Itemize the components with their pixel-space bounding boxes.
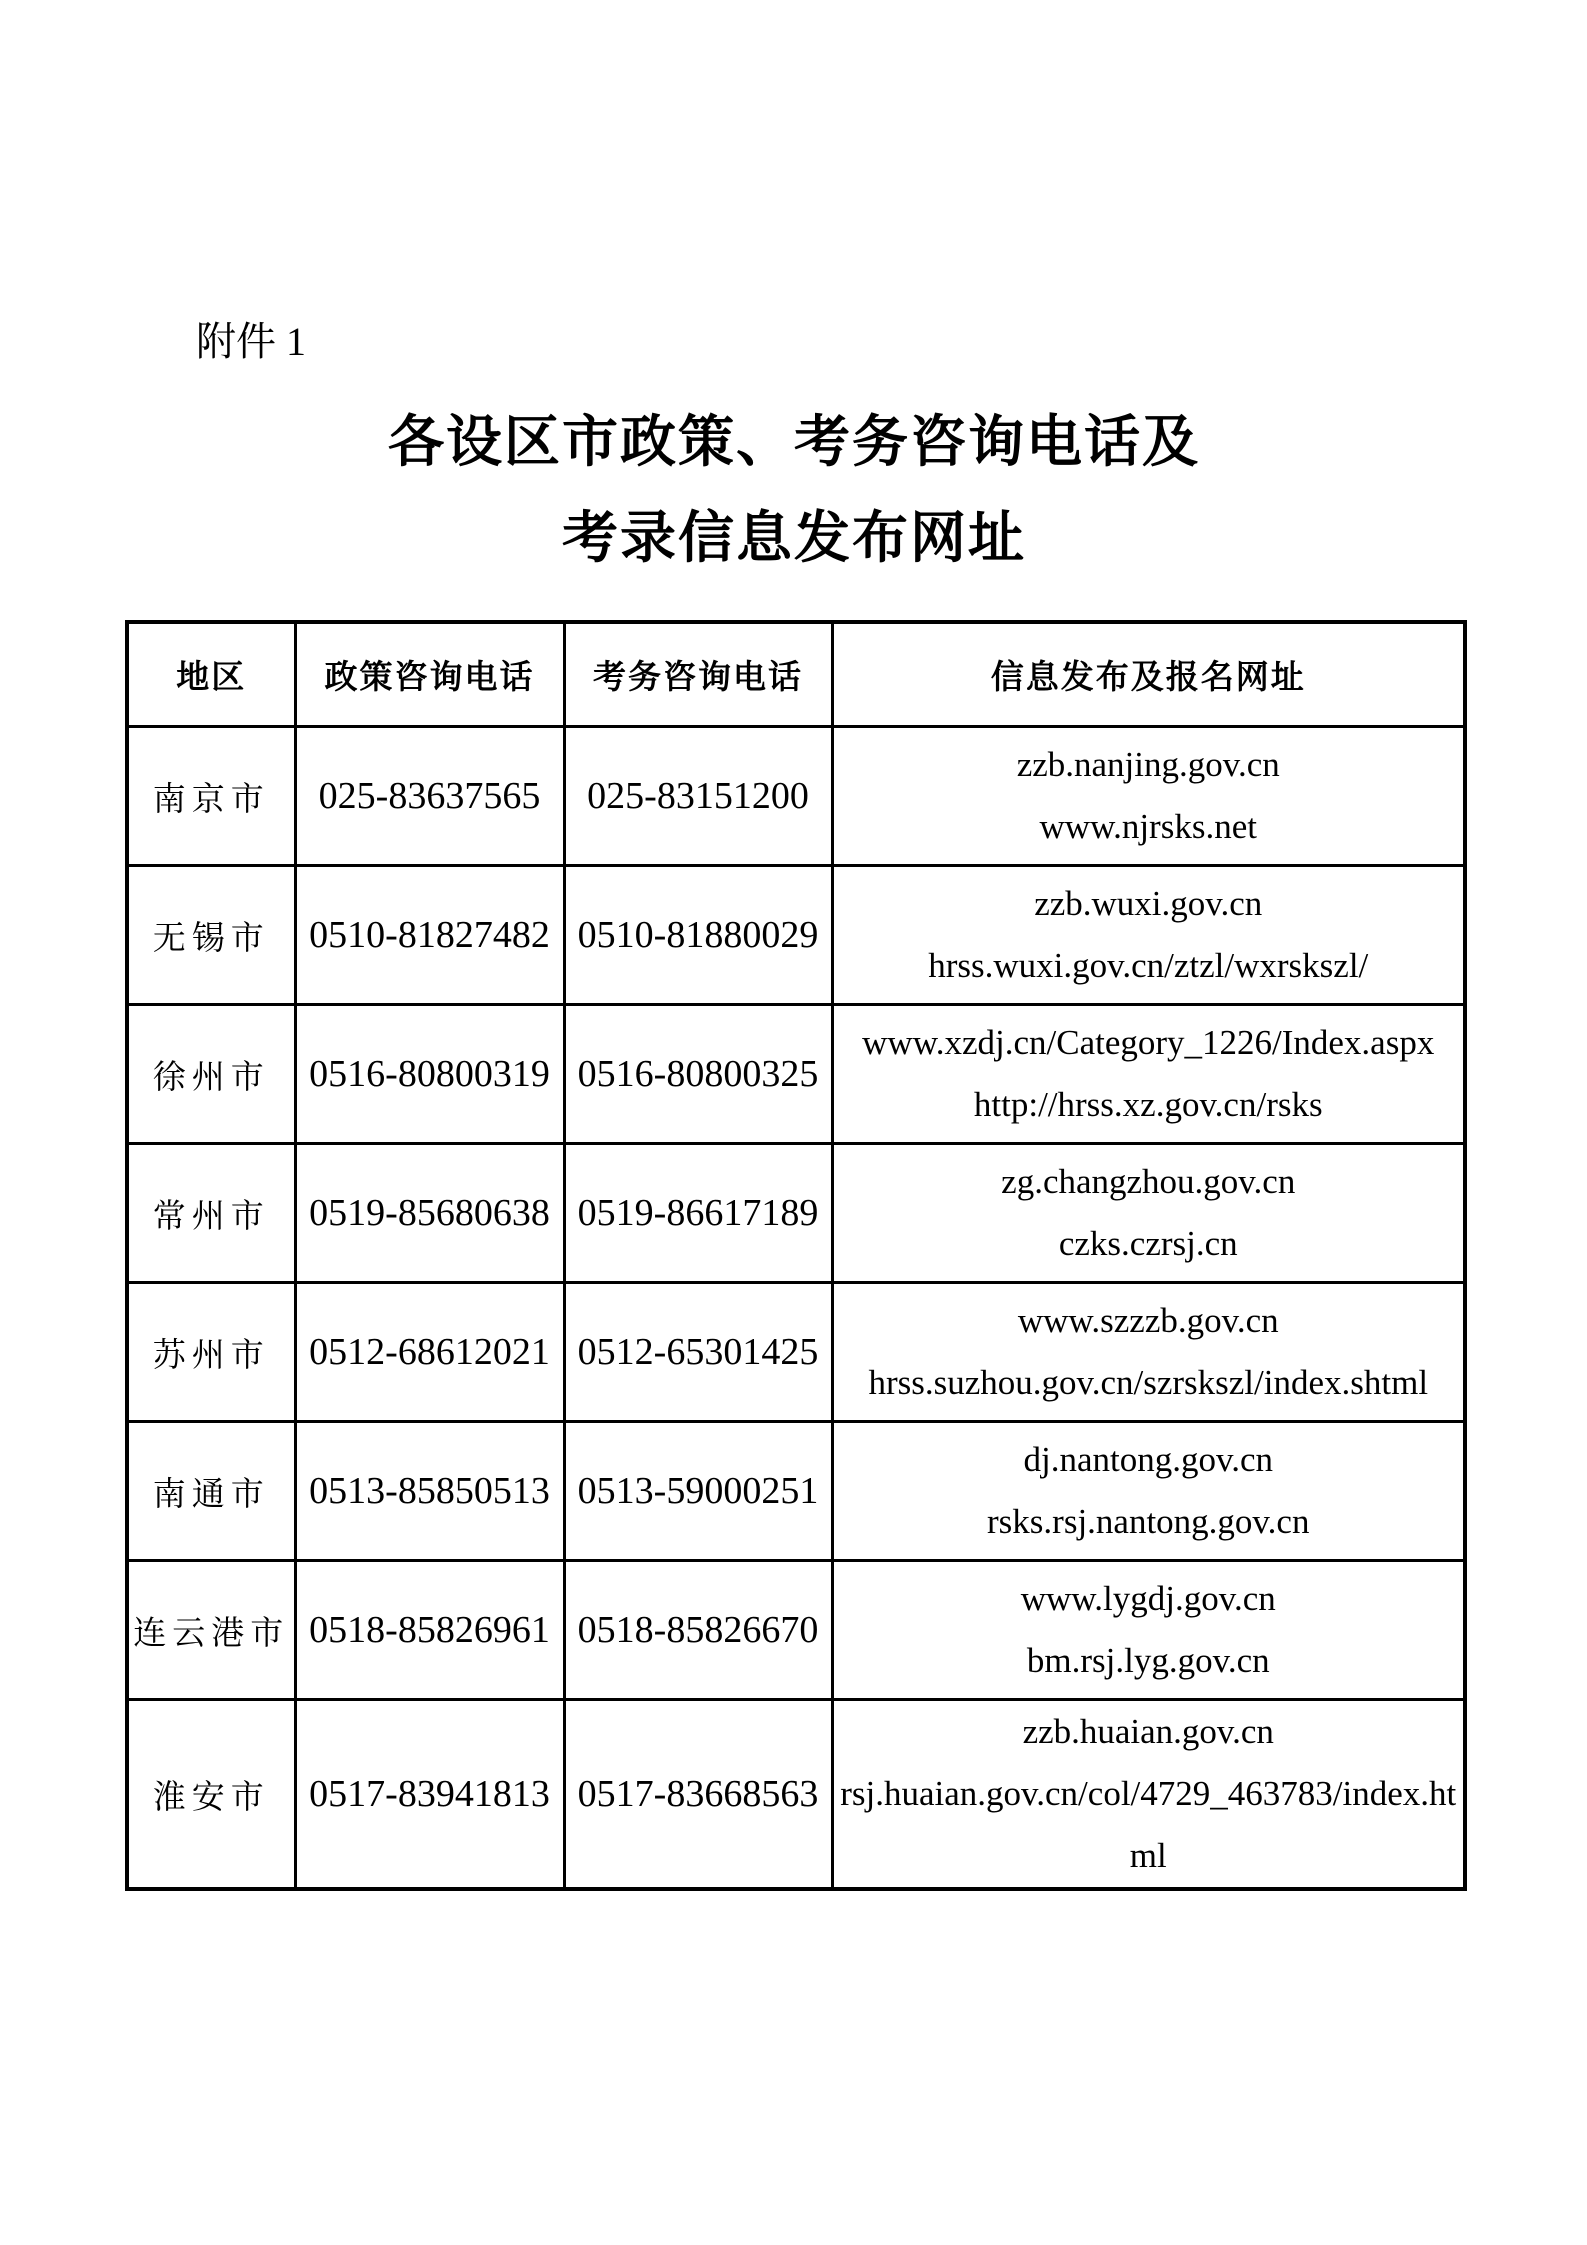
website-url: czks.czrsj.cn (1058, 1224, 1238, 1263)
website-cell (832, 727, 1465, 866)
website-url: zzb.nanjing.gov.cn (1016, 745, 1280, 784)
exam-phone-cell: 0517-83668563 (564, 1700, 832, 1890)
exam-phone-cell: 0518-85826670 (564, 1561, 832, 1700)
exam-phone-cell: 0513-59000251 (564, 1422, 832, 1561)
contact-table (125, 620, 1467, 1891)
policy-phone-cell: 0512-68612021 (295, 1283, 564, 1422)
policy-phone-cell: 0517-83941813 (295, 1700, 564, 1890)
region-cell: 无锡市 (127, 866, 295, 1005)
table-row (127, 866, 1465, 1005)
region-cell: 南京市 (127, 727, 295, 866)
policy-phone-cell: 0510-81827482 (295, 866, 564, 1005)
table-row (127, 1005, 1465, 1144)
header-region: 地区 (127, 622, 295, 727)
table-row (127, 1700, 1465, 1890)
website-cell (832, 1005, 1465, 1144)
region-cell: 南通市 (127, 1422, 295, 1561)
website-cell (832, 1700, 1465, 1890)
website-url: zzb.wuxi.gov.cn (1034, 884, 1263, 923)
website-url: zg.changzhou.gov.cn (1001, 1162, 1296, 1201)
exam-phone-cell: 0512-65301425 (564, 1283, 832, 1422)
region-cell: 淮安市 (127, 1700, 295, 1890)
policy-phone-cell: 0519-85680638 (295, 1144, 564, 1283)
website-url: www.xzdj.cn/Category_1226/Index.aspx (862, 1023, 1435, 1062)
table-row (127, 1422, 1465, 1561)
website-cell (832, 866, 1465, 1005)
website-url: hrss.suzhou.gov.cn/szrskszl/index.shtml (868, 1363, 1429, 1402)
region-cell: 连云港市 (127, 1561, 295, 1700)
website-url: rsks.rsj.nantong.gov.cn (987, 1502, 1310, 1541)
website-cell (832, 1144, 1465, 1283)
website-url: hrss.wuxi.gov.cn/ztzl/wxrskszl/ (928, 946, 1369, 985)
website-url: zzb.huaian.gov.cn (1022, 1712, 1274, 1751)
table-row (127, 727, 1465, 866)
website-url: dj.nantong.gov.cn (1023, 1440, 1273, 1479)
header-exam-phone: 考务咨询电话 (564, 622, 832, 727)
attachment-label: 附件 1 (196, 319, 306, 364)
header-policy-phone: 政策咨询电话 (295, 622, 564, 727)
policy-phone-cell: 0518-85826961 (295, 1561, 564, 1700)
website-cell (832, 1422, 1465, 1561)
policy-phone-cell: 0513-85850513 (295, 1422, 564, 1561)
website-cell (832, 1561, 1465, 1700)
page-title (125, 395, 1463, 587)
region-cell: 常州市 (127, 1144, 295, 1283)
table-row (127, 1561, 1465, 1700)
page-title-line1: 各设区市政策、考务咨询电话及 (388, 412, 1200, 474)
exam-phone-cell: 0516-80800325 (564, 1005, 832, 1144)
website-url: bm.rsj.lyg.gov.cn (1026, 1641, 1270, 1680)
exam-phone-cell: 0519-86617189 (564, 1144, 832, 1283)
policy-phone-cell: 025-83637565 (295, 727, 564, 866)
table-row (127, 1144, 1465, 1283)
website-cell (832, 1283, 1465, 1422)
region-cell: 徐州市 (127, 1005, 295, 1144)
website-url: www.lygdj.gov.cn (1020, 1579, 1276, 1618)
region-cell: 苏州市 (127, 1283, 295, 1422)
exam-phone-cell: 025-83151200 (564, 727, 832, 866)
website-url: www.njrsks.net (1039, 807, 1257, 846)
table-header-row (127, 622, 1465, 727)
table-row (127, 1283, 1465, 1422)
website-url: rsj.huaian.gov.cn/col/4729_463783/index.html (840, 1774, 1457, 1875)
website-url: www.szzzb.gov.cn (1017, 1301, 1279, 1340)
policy-phone-cell: 0516-80800319 (295, 1005, 564, 1144)
page-title-line2: 考录信息发布网址 (562, 508, 1026, 570)
header-website: 信息发布及报名网址 (832, 622, 1465, 727)
exam-phone-cell: 0510-81880029 (564, 866, 832, 1005)
website-url: http://hrss.xz.gov.cn/rsks (973, 1085, 1323, 1124)
